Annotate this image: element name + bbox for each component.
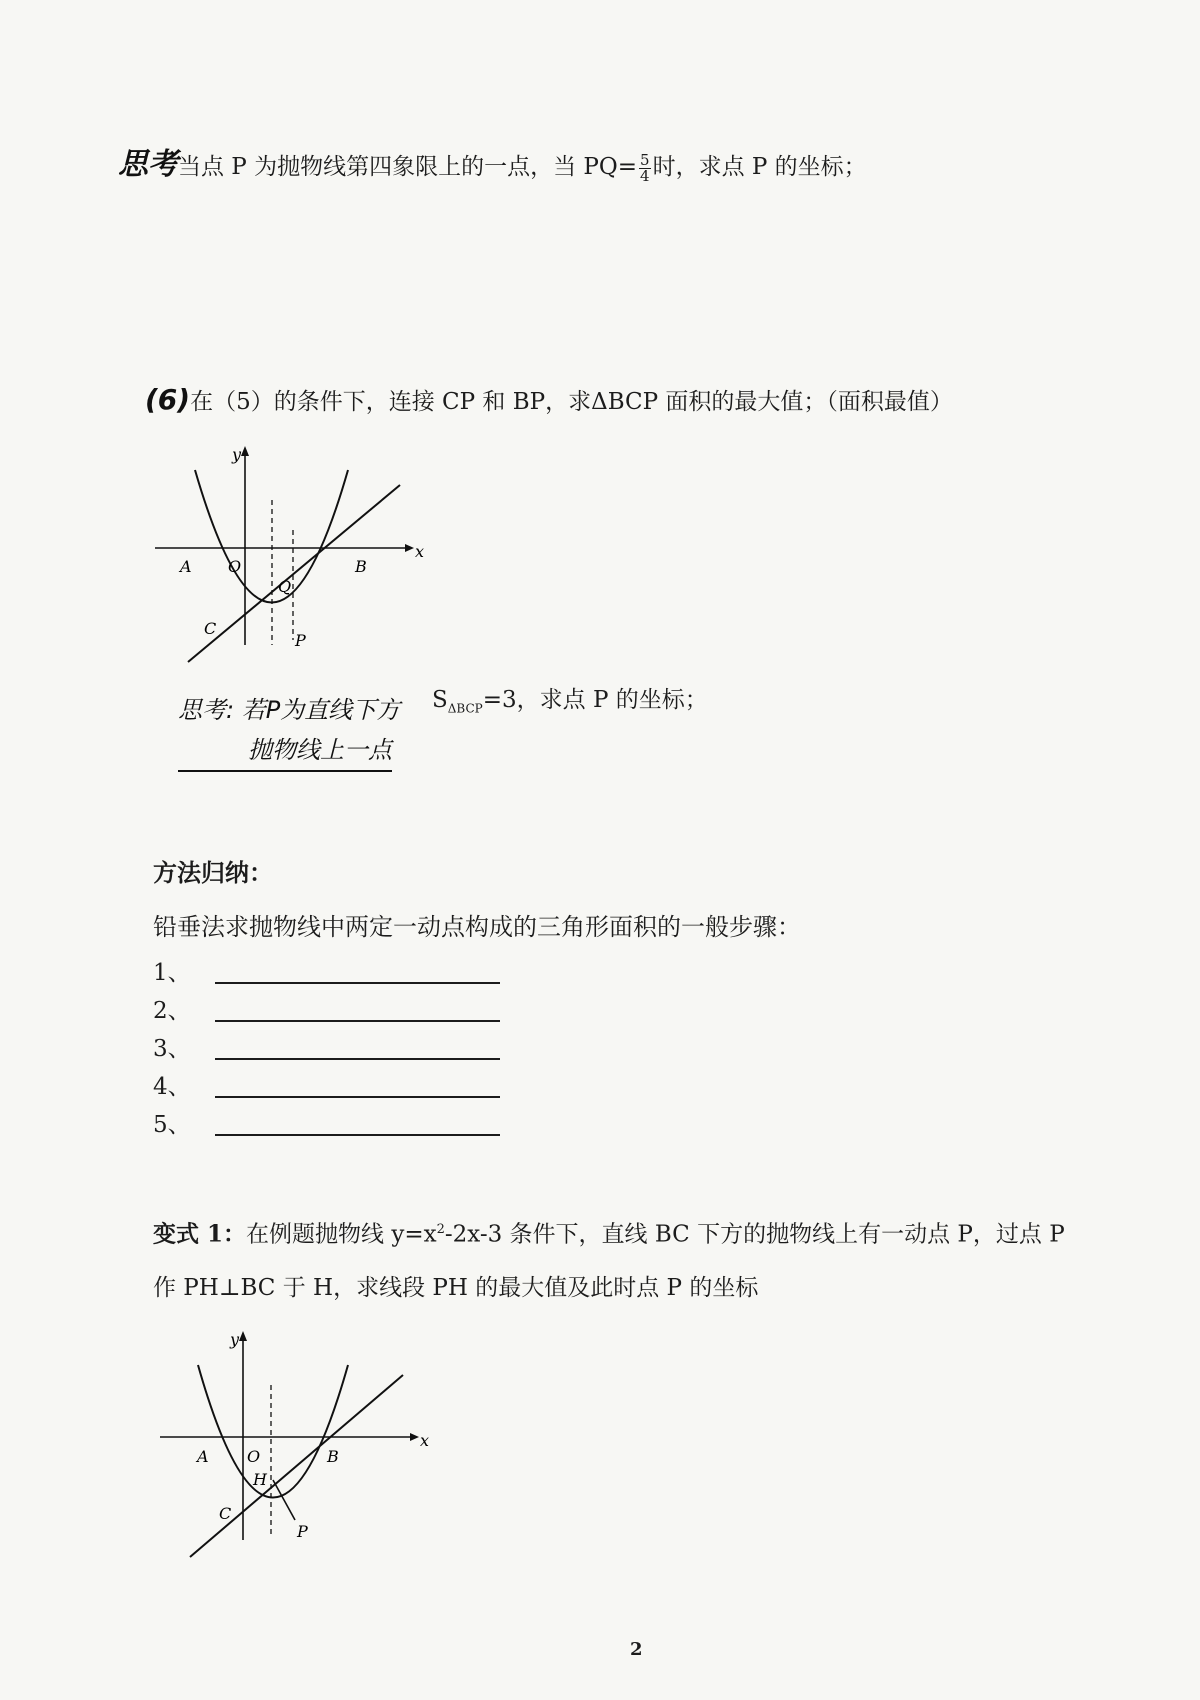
fig2-label-a: A	[197, 1447, 209, 1466]
fraction-five-fourths: $\frac{5}{4}$	[640, 150, 650, 185]
method-step: 5、	[153, 1102, 500, 1140]
fig1-y-arrow	[241, 446, 249, 456]
step-blank[interactable]	[215, 1134, 500, 1136]
step-blank[interactable]	[215, 1058, 500, 1060]
q6-note-line2: 抛物线上一点	[178, 730, 392, 772]
method-steps	[153, 950, 500, 1140]
handwritten-think-label: 思考	[118, 147, 178, 182]
fig1-label-c: C	[204, 619, 217, 638]
variant1-label: 变式 1：	[153, 1220, 247, 1248]
fig1-label-b: B	[355, 557, 367, 576]
figure-1-parabola-graph	[150, 440, 440, 670]
q6-number: (6)	[145, 383, 191, 416]
method-heading: 方法归纳：	[153, 858, 273, 887]
fig2-label-c: C	[219, 1504, 232, 1523]
fig2-y-arrow	[239, 1331, 247, 1341]
fig1-label-o: O	[228, 557, 242, 576]
q5-think-text-b: 时，求点 P 的坐标；	[652, 154, 867, 180]
fig1-label-q: Q	[278, 577, 292, 596]
fig2-label-b: B	[327, 1447, 339, 1466]
q6-area-condition: $S_{\Delta BCP}=3$，求点 P 的坐标；	[432, 687, 708, 716]
method-step: 4、	[153, 1064, 500, 1102]
fig1-label-p: P	[295, 631, 306, 650]
variant1-line1: 变式 1：在例题抛物线 $y=x^2-2x-3$ 条件下，直线 BC 下方的抛物线上有一动点 P，过点 P	[153, 1220, 1065, 1248]
q6-text: 在（5）的条件下，连接 CP 和 BP，求ΔBCP 面积的最大值；（面积最值）	[190, 389, 953, 415]
method-step: 1、	[153, 950, 500, 988]
q6-note-line1: 思考: 若P为直线下方	[178, 696, 401, 724]
fig2-x-arrow	[410, 1433, 419, 1441]
q5-think-line	[118, 147, 867, 185]
q6-line	[145, 385, 953, 417]
fig2-label-o: O	[247, 1447, 261, 1466]
step-blank[interactable]	[215, 982, 500, 984]
q5-think-text-a: 当点 P 为抛物线第四象限上的一点，当 PQ=	[178, 154, 638, 180]
figure-2-parabola-graph	[155, 1325, 445, 1565]
fig2-label-p: P	[297, 1522, 308, 1541]
method-step: 2、	[153, 988, 500, 1026]
fig2-label-x: x	[420, 1431, 430, 1450]
fig2-ph-segment	[273, 1480, 295, 1520]
step-blank[interactable]	[215, 1096, 500, 1098]
fig1-line-bc	[188, 485, 400, 662]
fig2-parabola	[198, 1365, 348, 1498]
variant1-line2: 作 PH⊥BC 于 H，求线段 PH 的最大值及此时点 P 的坐标	[153, 1275, 759, 1301]
fig2-label-y: y	[230, 1330, 240, 1349]
fig1-label-x: x	[415, 542, 425, 561]
page-number: 2	[630, 1639, 643, 1660]
fig1-label-y: y	[232, 445, 242, 464]
method-intro: 铅垂法求抛物线中两定一动点构成的三角形面积的一般步骤：	[153, 913, 801, 941]
step-blank[interactable]	[215, 1020, 500, 1022]
fig2-label-h: H	[253, 1470, 267, 1489]
fig1-label-a: A	[180, 557, 192, 576]
fig1-x-arrow	[405, 544, 414, 552]
method-step: 3、	[153, 1026, 500, 1064]
q6-handwritten-note	[178, 690, 400, 772]
